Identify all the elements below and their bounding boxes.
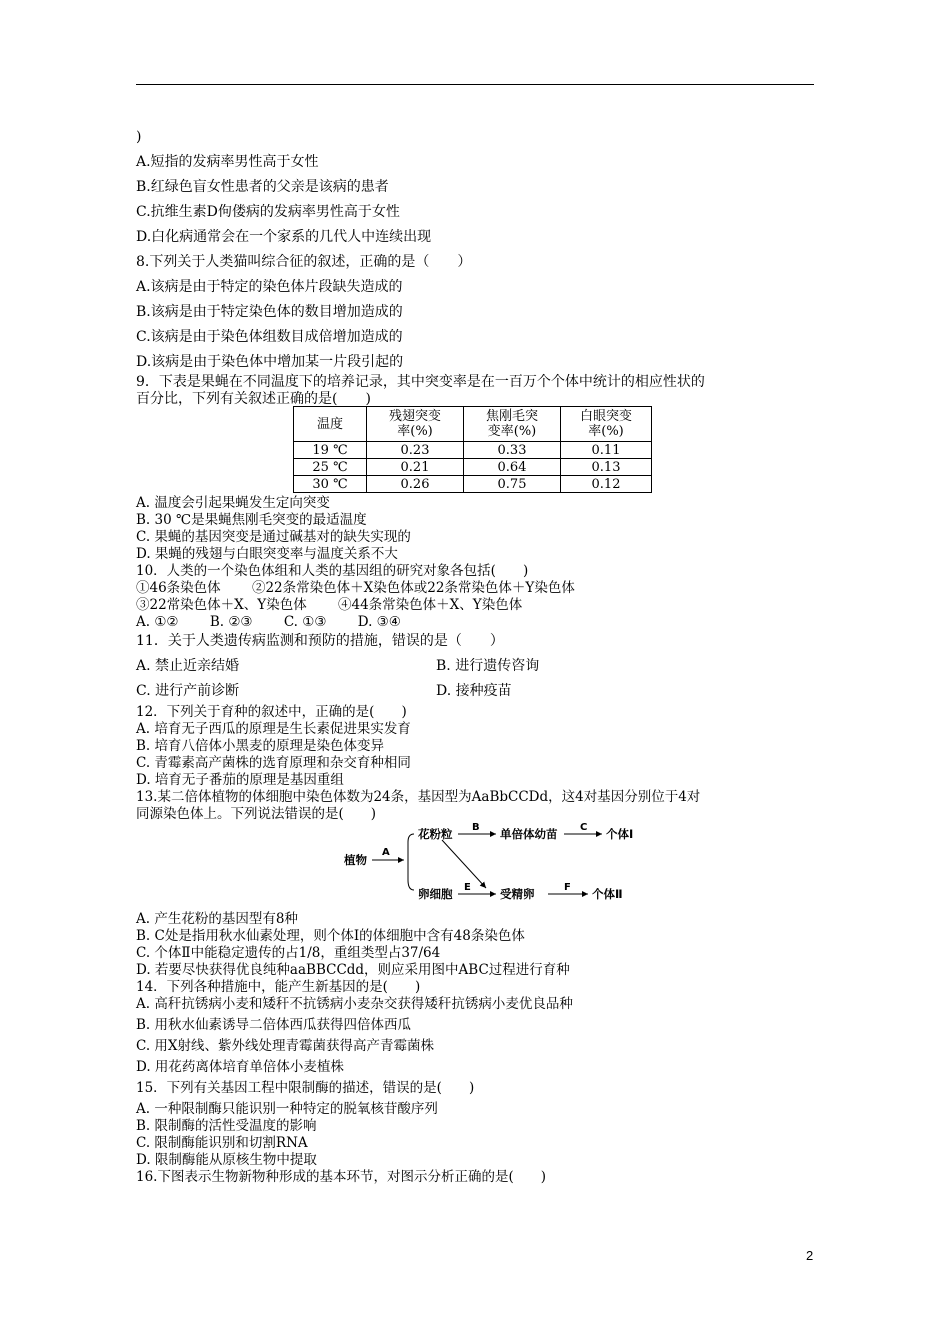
label-f: F [564, 882, 571, 893]
q8-option-c: C.该病是由于染色体组数目成倍增加造成的 [136, 329, 403, 345]
node-plant: 植物 [344, 853, 367, 867]
page-number: 2 [806, 1248, 814, 1263]
q15-option-b: B. 限制酶的活性受温度的影响 [136, 1118, 317, 1134]
q15-stem: 15．下列有关基因工程中限制酶的描述，错误的是( ) [136, 1080, 475, 1096]
q9-option-d: D. 果蝇的残翅与白眼突变率与温度关系不大 [136, 546, 398, 562]
q9-stem-line2: 百分比，下列有关叙述正确的是( ) [136, 391, 371, 407]
table-cell: 0.11 [561, 442, 652, 459]
table-cell: 0.64 [464, 459, 561, 476]
q9-option-b: B. 30 ℃是果蝇焦刚毛突变的最适温度 [136, 512, 367, 528]
label-b: B [472, 822, 480, 833]
q11-option-b: B. 进行遗传咨询 [436, 658, 540, 674]
q14-option-a: A. 高秆抗锈病小麦和矮秆不抗锈病小麦杂交获得矮秆抗锈病小麦优良品种 [136, 996, 573, 1012]
q13-option-d: D. 若要尽快获得优良纯种aaBBCCdd，则应采用图中ABC过程进行育种 [136, 962, 570, 978]
q11-option-d: D. 接种疫苗 [436, 683, 512, 699]
table-header-row [294, 407, 652, 442]
q15-option-d: D. 限制酶能从原核生物中提取 [136, 1152, 317, 1168]
q8-option-b: B.该病是由于特定染色体的数目增加造成的 [136, 304, 403, 320]
node-individual-2: 个体Ⅱ [592, 887, 623, 901]
node-pollen: 花粉粒 [418, 827, 453, 841]
arrow-pollen-to-zygote [442, 840, 486, 888]
q10-stem: 10．人类的一个染色体组和人类的基因组的研究对象各包括( ) [136, 563, 529, 579]
q12-option-d: D. 培育无子番茄的原理是基因重组 [136, 772, 344, 788]
table-cell: 0.21 [367, 459, 464, 476]
q9-option-a: A. 温度会引起果蝇发生定向突变 [136, 495, 330, 511]
q10-options: A. ①② B. ②③ C. ①③ D. ③④ [136, 614, 401, 630]
node-individual-1: 个体Ⅰ [606, 827, 634, 841]
header-rule [136, 84, 814, 85]
table-cell: 30 ℃ [294, 476, 367, 493]
table-cell: 0.75 [464, 476, 561, 493]
header-singed-bristle: 焦刚毛突 变率(%) [464, 407, 561, 442]
q7-option-d: D.白化病通常会在一个家系的几代人中连续出现 [136, 229, 432, 245]
q9-stem-line1: 9．下表是果蝇在不同温度下的培养记录，其中突变率是在一百万个个体中统计的相应性状的 [136, 374, 705, 390]
q12-option-c: C. 青霉素高产菌株的选育原理和杂交育种相同 [136, 755, 411, 771]
table-row [294, 442, 652, 459]
q7-tail: ) [136, 129, 142, 145]
q9-option-c: C. 果蝇的基因突变是通过碱基对的缺失实现的 [136, 529, 411, 545]
table-cell: 19 ℃ [294, 442, 367, 459]
q7-option-c: C.抗维生素D佝偻病的发病率男性高于女性 [136, 204, 400, 220]
q15-option-a: A. 一种限制酶只能识别一种特定的脱氧核苷酸序列 [136, 1101, 438, 1117]
header-temperature: 温度 [294, 407, 367, 442]
table-row [294, 476, 652, 493]
fruit-fly-mutation-table [293, 406, 652, 493]
table-cell: 0.26 [367, 476, 464, 493]
table-cell: 0.33 [464, 442, 561, 459]
label-a: A [382, 847, 390, 858]
table-cell: 0.12 [561, 476, 652, 493]
q7-option-a: A.短指的发病率男性高于女性 [136, 154, 319, 170]
q14-option-c: C. 用X射线、紫外线处理青霉菌获得高产青霉菌株 [136, 1038, 435, 1054]
split-brace [408, 834, 414, 890]
node-zygote: 受精卵 [500, 887, 535, 901]
node-haploid-seedling: 单倍体幼苗 [500, 827, 558, 841]
q14-stem: 14．下列各种措施中，能产生新基因的是( ) [136, 979, 421, 995]
label-c: C [580, 822, 588, 833]
q8-option-d: D.该病是由于染色体中增加某一片段引起的 [136, 354, 404, 370]
q12-stem: 12．下列关于育种的叙述中，正确的是( ) [136, 704, 407, 720]
table-cell: 0.13 [561, 459, 652, 476]
q12-option-b: B. 培育八倍体小黑麦的原理是染色体变异 [136, 738, 385, 754]
breeding-flow-diagram [338, 820, 668, 908]
table-cell: 0.23 [367, 442, 464, 459]
q13-stem-line2: 同源染色体上。下列说法错误的是( ) [136, 806, 377, 822]
q8-option-a: A.该病是由于特定的染色体片段缺失造成的 [136, 279, 403, 295]
q13-stem-line1: 13.某二倍体植物的体细胞中染色体数为24条，基因型为AaBbCCDd，这4对基因分别位于4对 [136, 789, 701, 805]
q14-option-b: B. 用秋水仙素诱导二倍体西瓜获得四倍体西瓜 [136, 1017, 412, 1033]
q11-stem: 11．关于人类遗传病监测和预防的措施，错误的是（ ） [136, 633, 504, 649]
q14-option-d: D. 用花药离体培育单倍体小麦植株 [136, 1059, 344, 1075]
q11-option-c: C. 进行产前诊断 [136, 683, 240, 699]
q10-items-line2: ③22常染色体＋X、Y染色体 ④44条常染色体＋X、Y染色体 [136, 597, 523, 613]
q15-option-c: C. 限制酶能识别和切割RNA [136, 1135, 308, 1151]
q16-stem: 16.下图表示生物新物种形成的基本环节，对图示分析正确的是( ) [136, 1169, 547, 1185]
header-vestigial-wing: 残翅突变 率(%) [367, 407, 464, 442]
q7-option-b: B.红绿色盲女性患者的父亲是该病的患者 [136, 179, 389, 195]
q13-option-a: A. 产生花粉的基因型有8种 [136, 911, 298, 927]
q11-option-a: A. 禁止近亲结婚 [136, 658, 240, 674]
node-egg-cell: 卵细胞 [418, 887, 453, 901]
q8-stem: 8.下列关于人类猫叫综合征的叙述，正确的是（ ） [136, 254, 472, 270]
q13-option-c: C. 个体Ⅱ中能稳定遗传的占1/8，重组类型占37/64 [136, 945, 441, 961]
q13-option-b: B. C处是指用秋水仙素处理，则个体Ⅰ的体细胞中含有48条染色体 [136, 928, 525, 944]
q12-option-a: A. 培育无子西瓜的原理是生长素促进果实发育 [136, 721, 411, 737]
q10-items-line1: ①46条染色体 ②22条常染色体＋X染色体或22条常染色体＋Y染色体 [136, 580, 575, 596]
table-row [294, 459, 652, 476]
header-white-eye: 白眼突变 率(%) [561, 407, 652, 442]
label-e: E [464, 882, 471, 893]
table-cell: 25 ℃ [294, 459, 367, 476]
